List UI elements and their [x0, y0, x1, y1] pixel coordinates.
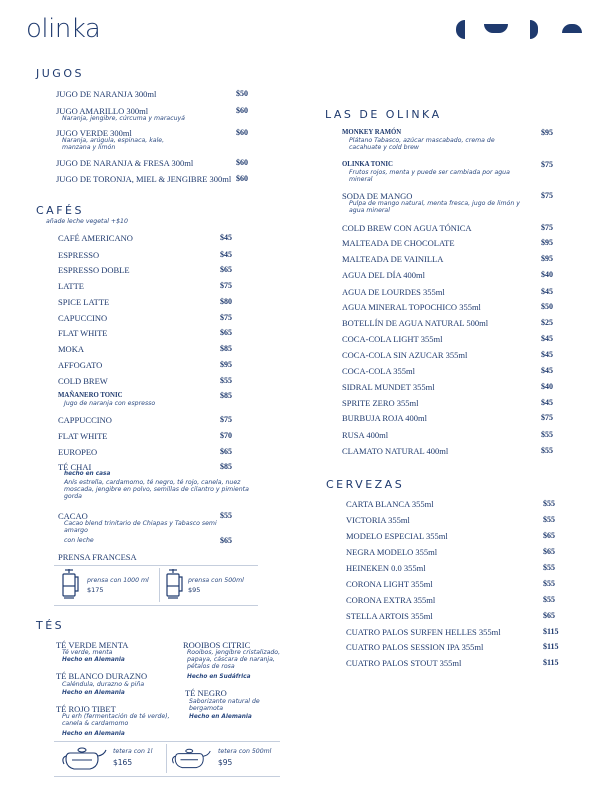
- te-item-name: TÉ VERDE MENTA: [56, 640, 129, 650]
- olinka-item-price: $45: [541, 366, 553, 375]
- cafe-item-origin: hecho en casa: [64, 471, 111, 477]
- cafe-item-price: $80: [220, 297, 232, 306]
- cerveza-item-name: STELLA ARTOIS 355ml: [346, 611, 433, 621]
- cerveza-item-price: $55: [543, 499, 555, 508]
- tetera-label: tetera con 500ml: [218, 748, 272, 755]
- olinka-item-price: $75: [541, 223, 553, 232]
- olinka-item-price: $45: [541, 287, 553, 296]
- jugo-item-name: JUGO DE NARANJA 300ml: [56, 89, 157, 99]
- olinka-item-name: CLAMATO NATURAL 400ml: [342, 446, 449, 456]
- prensa-price: $95: [188, 586, 201, 594]
- olinka-title: LAS DE OLINKA: [325, 108, 442, 121]
- olinka-item-price: $55: [541, 430, 553, 439]
- cafe-item-name: COLD BREW: [58, 376, 108, 386]
- cafe-item-name: CAPPUCCINO: [58, 415, 112, 425]
- cafe-item-price: $85: [220, 462, 232, 471]
- cafe-item-price: $45: [220, 233, 232, 242]
- olinka-item-name: OLINKA TONIC: [342, 161, 393, 168]
- olinka-item-name: MALTEADA DE VAINILLA: [342, 254, 444, 264]
- cafe-item-name: LATTE: [58, 281, 84, 291]
- olinka-item-price: $45: [541, 334, 553, 343]
- te-item-origin: Hecho en Alemania: [62, 731, 125, 737]
- divider: [166, 744, 167, 773]
- decorative-shape-icon: [484, 24, 508, 33]
- cerveza-item-price: $115: [543, 658, 559, 667]
- teapot-icon: [60, 745, 108, 771]
- olinka-item-price: $25: [541, 318, 553, 327]
- teapot-icon: [170, 745, 212, 771]
- te-item-origin: Hecho en Alemania: [62, 690, 125, 696]
- french-press-icon: [60, 568, 80, 600]
- olinka-item-price: $55: [541, 446, 553, 455]
- olinka-item-name: MONKEY RAMÓN: [342, 129, 402, 136]
- tetera-price: $165: [113, 758, 133, 767]
- cafe-item-price: $55: [220, 376, 232, 385]
- french-press-icon: [164, 568, 184, 600]
- olinka-item-name: SPRITE ZERO 355ml: [342, 398, 419, 408]
- olinka-item-price: $50: [541, 302, 553, 311]
- jugo-item-price: $60: [236, 128, 248, 137]
- cafe-item-price: $65: [220, 447, 232, 456]
- decorative-shape-icon: [562, 24, 582, 33]
- jugo-item-name: JUGO AMARILLO 300ml: [56, 106, 149, 116]
- cafe-item-name: FLAT WHITE: [58, 431, 108, 441]
- jugo-item-price: $60: [236, 158, 248, 167]
- cerveza-item-price: $65: [543, 547, 555, 556]
- prensa-label: prensa con 500ml: [188, 577, 244, 584]
- olinka-item-name: BURBUJA ROJA 400ml: [342, 413, 428, 423]
- olinka-item-name: SODA DE MANGO: [342, 191, 413, 201]
- olinka-item-name: AGUA DE LOURDES 355ml: [342, 287, 445, 297]
- cafe-item-price: $45: [220, 250, 232, 259]
- olinka-item-price: $75: [541, 413, 553, 422]
- divider: [159, 568, 160, 602]
- cerveza-item-name: CORONA LIGHT 355ml: [346, 579, 433, 589]
- jugo-item-desc: Naranja, arúgula, espinaca, kale, manzana y limón: [62, 137, 165, 152]
- te-item-origin: Hecho en Alemania: [62, 657, 125, 663]
- cafe-item-price: $75: [220, 281, 232, 290]
- cerveza-item-price: $55: [543, 579, 555, 588]
- olinka-item-name: COCA-COLA LIGHT 355ml: [342, 334, 443, 344]
- cafe-item-name: EUROPEO: [58, 447, 98, 457]
- olinka-item-price: $75: [541, 191, 553, 200]
- cafes-title: CAFÉS: [36, 204, 84, 217]
- cafe-item-price: $75: [220, 415, 232, 424]
- cerveza-item-price: $115: [543, 627, 559, 636]
- olinka-item-price: $95: [541, 238, 553, 247]
- jugo-item-price: $60: [236, 174, 248, 183]
- cafe-item-name: CAPUCCINO: [58, 313, 108, 323]
- olinka-item-name: BOTELLÍN DE AGUA NATURAL 500ml: [342, 318, 489, 328]
- divider: [54, 776, 280, 777]
- cafe-item-name: MAÑANERO TONIC: [58, 392, 123, 399]
- cerveza-item-name: MODELO ESPECIAL 355ml: [346, 531, 448, 541]
- cafe-item-name: CAFÉ AMERICANO: [58, 233, 133, 243]
- divider: [54, 605, 258, 606]
- olinka-item-price: $75: [541, 160, 553, 169]
- cerveza-item-name: CARTA BLANCA 355ml: [346, 499, 434, 509]
- cafe-item-desc: Anís estrella, cardamomo, té negro, té rojo, canela, nuez moscada, jengibre en polvo, semillas de cilantro y pimienta gorda: [64, 479, 249, 501]
- olinka-item-name: RUSA 400ml: [342, 430, 389, 440]
- olinka-item-price: $40: [541, 270, 553, 279]
- cerveza-item-price: $115: [543, 642, 559, 651]
- cerveza-item-name: HEINEKEN 0.0 355ml: [346, 563, 426, 573]
- olinka-item-price: $95: [541, 128, 553, 137]
- cerveza-item-name: CUATRO PALOS SURFEN HELLES 355ml: [346, 627, 501, 637]
- te-item-origin: Hecho en Alemania: [189, 714, 252, 720]
- cafe-item-price: $85: [220, 391, 232, 400]
- cafe-item-name: MOKA: [58, 344, 84, 354]
- cerveza-item-price: $55: [543, 595, 555, 604]
- decorative-shape-icon: [456, 20, 465, 39]
- decorative-shape-icon: [530, 20, 538, 39]
- te-item-name: TÉ ROJO TIBET: [56, 704, 116, 714]
- cerveza-item-price: $55: [543, 563, 555, 572]
- cafe-item-name: SPICE LATTE: [58, 297, 110, 307]
- cafe-item-price: $95: [220, 360, 232, 369]
- cafe-item-name: AFFOGATO: [58, 360, 103, 370]
- prensa-label: prensa con 1000 ml: [87, 577, 149, 584]
- cerveza-item-name: CUATRO PALOS STOUT 355ml: [346, 658, 462, 668]
- cerveza-item-price: $55: [543, 515, 555, 524]
- jugo-item-desc: Naranja, jengibre, cúrcuma y maracuyá: [62, 115, 185, 122]
- cerveza-item-name: VICTORIA 355ml: [346, 515, 410, 525]
- cerveza-item-name: CUATRO PALOS SESSION IPA 355ml: [346, 642, 484, 652]
- cafe-item-name: FLAT WHITE: [58, 328, 108, 338]
- olinka-item-desc: Frutos rojos, menta y puede ser cambiada por agua mineral: [349, 169, 510, 184]
- te-item-desc: Rooibos, jengibre cristalizado, papaya, cáscara de naranja, pétalos de rosa: [187, 649, 281, 671]
- cafe-item-desc: Cacao blend trinitario de Chiapas y Tabasco semi amargo: [64, 520, 217, 535]
- olinka-item-name: COCA-COLA SIN AZUCAR 355ml: [342, 350, 468, 360]
- olinka-item-name: AGUA DEL DÍA 400ml: [342, 270, 426, 280]
- te-item-name: ROOIBOS CITRIC: [183, 640, 251, 650]
- cafe-item-name: CACAO: [58, 511, 88, 521]
- cerveza-item-price: $65: [543, 531, 555, 540]
- olinka-item-price: $40: [541, 382, 553, 391]
- te-item-desc: Caléndula, durazno & piña: [62, 681, 145, 688]
- cafes-note: añade leche vegetal +$10: [46, 218, 128, 225]
- cafe-item-name: TÉ CHAI: [58, 462, 92, 472]
- olinka-item-name: MALTEADA DE CHOCOLATE: [342, 238, 455, 248]
- te-item-name: TÉ BLANCO DURAZNO: [56, 671, 148, 681]
- tetera-price: $95: [218, 758, 233, 767]
- tes-title: TÉS: [36, 619, 65, 632]
- cafe-item-desc: con leche: [64, 537, 94, 544]
- olinka-item-desc: Plátano Tabasco, azúcar mascabado, crema de cacahuate y cold brew: [349, 137, 495, 152]
- olinka-item-price: $45: [541, 398, 553, 407]
- cafe-item-price: $65: [220, 265, 232, 274]
- cerveza-item-price: $65: [543, 611, 555, 620]
- divider: [54, 565, 258, 566]
- olinka-item-name: AGUA MINERAL TOPOCHICO 355ml: [342, 302, 481, 312]
- olinka-item-name: SIDRAL MUNDET 355ml: [342, 382, 435, 392]
- te-item-name: TÉ NEGRO: [185, 688, 227, 698]
- cafe-item-price: $75: [220, 313, 232, 322]
- cafe-item-price: $65: [220, 328, 232, 337]
- cafe-item-price: $85: [220, 344, 232, 353]
- prensa-price: $175: [87, 586, 104, 594]
- olinka-item-name: COCA-COLA 355ml: [342, 366, 415, 376]
- brand-logo: olinka: [26, 14, 101, 44]
- cervezas-title: CERVEZAS: [326, 478, 405, 491]
- te-item-origin: Hecho en Sudáfrica: [187, 674, 251, 680]
- jugo-item-price: $60: [236, 106, 248, 115]
- olinka-item-name: COLD BREW CON AGUA TÓNICA: [342, 223, 472, 233]
- cafe-item-price: $70: [220, 431, 232, 440]
- olinka-item-price: $45: [541, 350, 553, 359]
- cafe-item-price: $55: [220, 511, 232, 520]
- cerveza-item-name: CORONA EXTRA 355ml: [346, 595, 436, 605]
- te-item-desc: Pu erh (fermentación de té verde), canela & cardamomo: [62, 713, 170, 728]
- te-item-desc: Saborizante natural de bergamota: [189, 698, 260, 713]
- jugo-item-price: $50: [236, 89, 248, 98]
- cafe-item-name: PRENSA FRANCESA: [58, 552, 137, 562]
- cafe-item-name: ESPRESSO DOBLE: [58, 265, 130, 275]
- jugo-item-name: JUGO VERDE 300ml: [56, 128, 132, 138]
- cafe-item-price: $65: [220, 536, 232, 545]
- jugo-item-name: JUGO DE NARANJA & FRESA 300ml: [56, 158, 194, 168]
- cafe-item-desc: Jugo de naranja con espresso: [64, 400, 156, 407]
- te-item-desc: Té verde, menta: [62, 649, 113, 656]
- jugos-title: JUGOS: [36, 67, 84, 80]
- divider: [54, 741, 280, 742]
- jugo-item-name: JUGO DE TORONJA, MIEL & JENGIBRE 300ml: [56, 174, 232, 184]
- olinka-item-desc: Pulpa de mango natural, menta fresca, jugo de limón y agua mineral: [349, 200, 520, 215]
- cerveza-item-name: NEGRA MODELO 355ml: [346, 547, 438, 557]
- tetera-label: tetera con 1l: [113, 748, 153, 755]
- olinka-item-price: $95: [541, 254, 553, 263]
- cafe-item-name: ESPRESSO: [58, 250, 100, 260]
